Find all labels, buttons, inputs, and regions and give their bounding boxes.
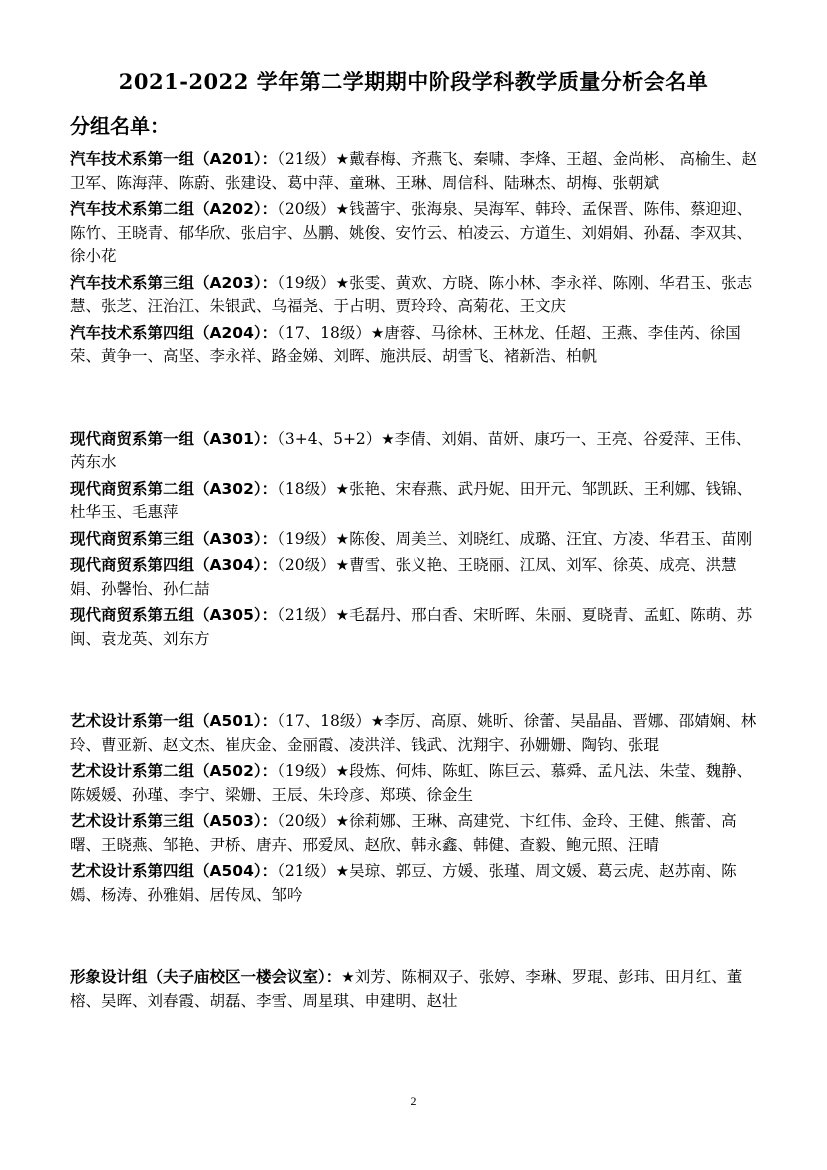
group-entry-a301 [70,427,760,475]
star-icon: ★ [335,606,350,624]
section-heading: 分组名单： [70,114,170,138]
group-members: 曹雪、张义艳、王晓丽、江凤、刘军、徐英、成亮、洪慧娟、孙馨怡、孙仁喆 [70,556,737,598]
group-list [70,147,760,1015]
star-icon: ★ [335,150,350,168]
group-members: 戴春梅、齐燕飞、秦啸、李烽、王超、金尚彬、 高榆生、赵卫军、陈海萍、陈蔚、张建设、葛中萍、童琳、王琳、周信科、陆琳杰、胡梅、张朝斌 [70,150,757,192]
group-grade: （3+4、5+2） [277,429,382,448]
group-members: 毛磊丹、邢白香、宋昕晖、朱丽、夏晓青、孟虹、陈萌、苏闽、袁龙英、刘东方 [70,606,753,648]
group-grade: （20级） [277,556,336,574]
star-icon: ★ [335,862,350,880]
group-separator: ： [261,811,278,830]
group-entry-a304 [70,553,760,601]
star-icon: ★ [335,529,350,548]
group-separator: ： [325,967,342,986]
group-separator: ： [261,761,278,780]
group-entry-a201 [70,147,760,195]
group-name: 汽车技术系第四组（A204） [70,323,262,342]
group-name: 艺术设计系第三组（A503） [70,812,262,830]
group-members: 李倩、刘娟、苗妍、康巧一、王亮、谷爱萍、王伟、芮东水 [70,429,752,471]
star-icon: ★ [335,200,350,218]
group-separator: ： [261,605,278,624]
group-grade: （21级） [277,862,336,880]
group-grade: （18级） [277,479,336,498]
group-members: 段炼、何炜、陈虹、陈巨云、慕舜、孟凡法、朱莹、魏静、陈媛媛、孙瑾、李宁、梁姗、王辰、朱玲彦、郑瑛、徐金生 [70,762,753,804]
group-entry-a203 [70,271,760,319]
group-separator: ： [261,528,278,548]
group-members: 张雯、黄欢、方晓、陈小林、李永祥、陈刚、华君玉、张志慧、张芝、汪治江、朱银武、乌福尧、于占明、贾玲玲、高菊花、王文庆 [70,273,753,315]
group-grade: （21级） [277,606,336,624]
star-icon: ★ [335,762,350,780]
group-separator: ： [261,428,278,448]
group-members: 钱蔷宇、张海泉、吴海军、韩玲、孟保晋、陈伟、蔡迎迎、陈竹、王晓青、郁华欣、张启宇、丛鹏、姚俊、安竹云、柏凌云、方道生、刘娟娟、孙磊、李双其、徐小花 [70,200,753,265]
group-separator: ： [261,861,278,880]
group-entry-a303 [70,527,760,552]
group-separator: ： [261,478,278,498]
group-name: 艺术设计系第二组（A502） [70,762,262,780]
page-title: 2021-2022 学年第二学期期中阶段学科教学质量分析会名单 [118,69,709,94]
group-entry-a202 [70,197,760,269]
star-icon: ★ [335,812,350,830]
group-name: 现代商贸系第五组（A305） [70,606,262,624]
star-icon: ★ [335,556,350,574]
group-name: 艺术设计系第四组（A504） [70,862,262,880]
group-separator: ： [261,199,278,218]
group-grade: （21级） [277,150,336,168]
group-name: 汽车技术系第二组（A202） [70,200,262,218]
group-grade: （19级） [277,529,336,548]
group-members: 张艳、宋春燕、武丹妮、田开元、邹凯跃、王利娜、钱锦、杜华玉、毛惠萍 [70,479,753,521]
group-grade: （20级） [277,812,336,830]
group-members: 唐蓉、马徐林、王林龙、任超、王燕、李佳芮、徐国荣、黄争一、高坚、李永祥、路金娣、刘晖、施洪辰、胡雪飞、褚新浩、柏帆 [70,323,741,365]
group-entry-a503 [70,809,760,857]
group-entry-a504 [70,859,760,907]
group-entry-a305 [70,603,760,651]
page-number: 2 [410,1094,417,1108]
group-name: 现代商贸系第二组（A302） [70,479,262,498]
star-icon: ★ [341,968,355,986]
group-grade: （17、18级） [277,712,371,730]
group-separator: ： [261,149,278,168]
group-name: 现代商贸系第四组（A304） [70,556,262,574]
group-grade: （20级） [277,200,336,218]
star-icon: ★ [381,429,395,448]
group-separator: ： [261,555,278,574]
group-members: 陈俊、周美兰、刘晓红、成璐、汪宜、方凌、华君玉、苗刚 [349,529,753,548]
star-icon: ★ [370,712,385,730]
group-name: 艺术设计系第一组（A501） [70,712,262,730]
star-icon: ★ [335,479,350,498]
group-members: 徐莉娜、王琳、高建党、卞红伟、金玲、王健、熊蕾、高曙、王晓燕、邹艳、尹桥、唐卉、邢爱凤、赵欣、韩永鑫、韩健、查毅、鲍元照、汪晴 [70,812,737,854]
group-name: 汽车技术系第一组（A201） [70,150,262,168]
group-name: 汽车技术系第三组（A203） [70,273,262,292]
group-grade: （19级） [277,762,336,780]
group-members: 李厉、高原、姚昕、徐蕾、吴晶晶、晋娜、邵婧娴、林玲、曹亚新、赵文杰、崔庆金、金丽霞、凌洪洋、钱武、沈翔宇、孙姗姗、陶钧、张琨 [70,712,757,754]
group-grade: （19级） [277,273,336,292]
group-name: 形象设计组（夫子庙校区一楼会议室） [70,968,326,986]
group-entry-a204 [70,321,760,369]
group-separator: ： [261,711,278,730]
star-icon: ★ [370,323,385,342]
group-grade: （17、18级） [277,323,371,342]
group-separator: ： [261,322,278,342]
group-entry-a502 [70,759,760,807]
group-name: 现代商贸系第一组（A301） [70,429,262,448]
group-entry-a302 [70,477,760,525]
star-icon: ★ [335,273,350,292]
group-separator: ： [261,272,278,292]
group-members: 刘芳、陈桐双子、张婷、李琳、罗琨、彭玮、田月红、董榕、吴晖、刘春霞、胡磊、李雪、周星琪、申建明、赵壮 [70,968,743,1010]
group-entry-a501 [70,709,760,757]
group-entry-image-design [70,965,760,1013]
group-members: 吴琼、郭豆、方媛、张瑾、周文媛、葛云虎、赵苏南、陈嫣、杨涛、孙雅娟、居传凤、邹吟 [70,862,737,904]
group-name: 现代商贸系第三组（A303） [70,529,262,548]
